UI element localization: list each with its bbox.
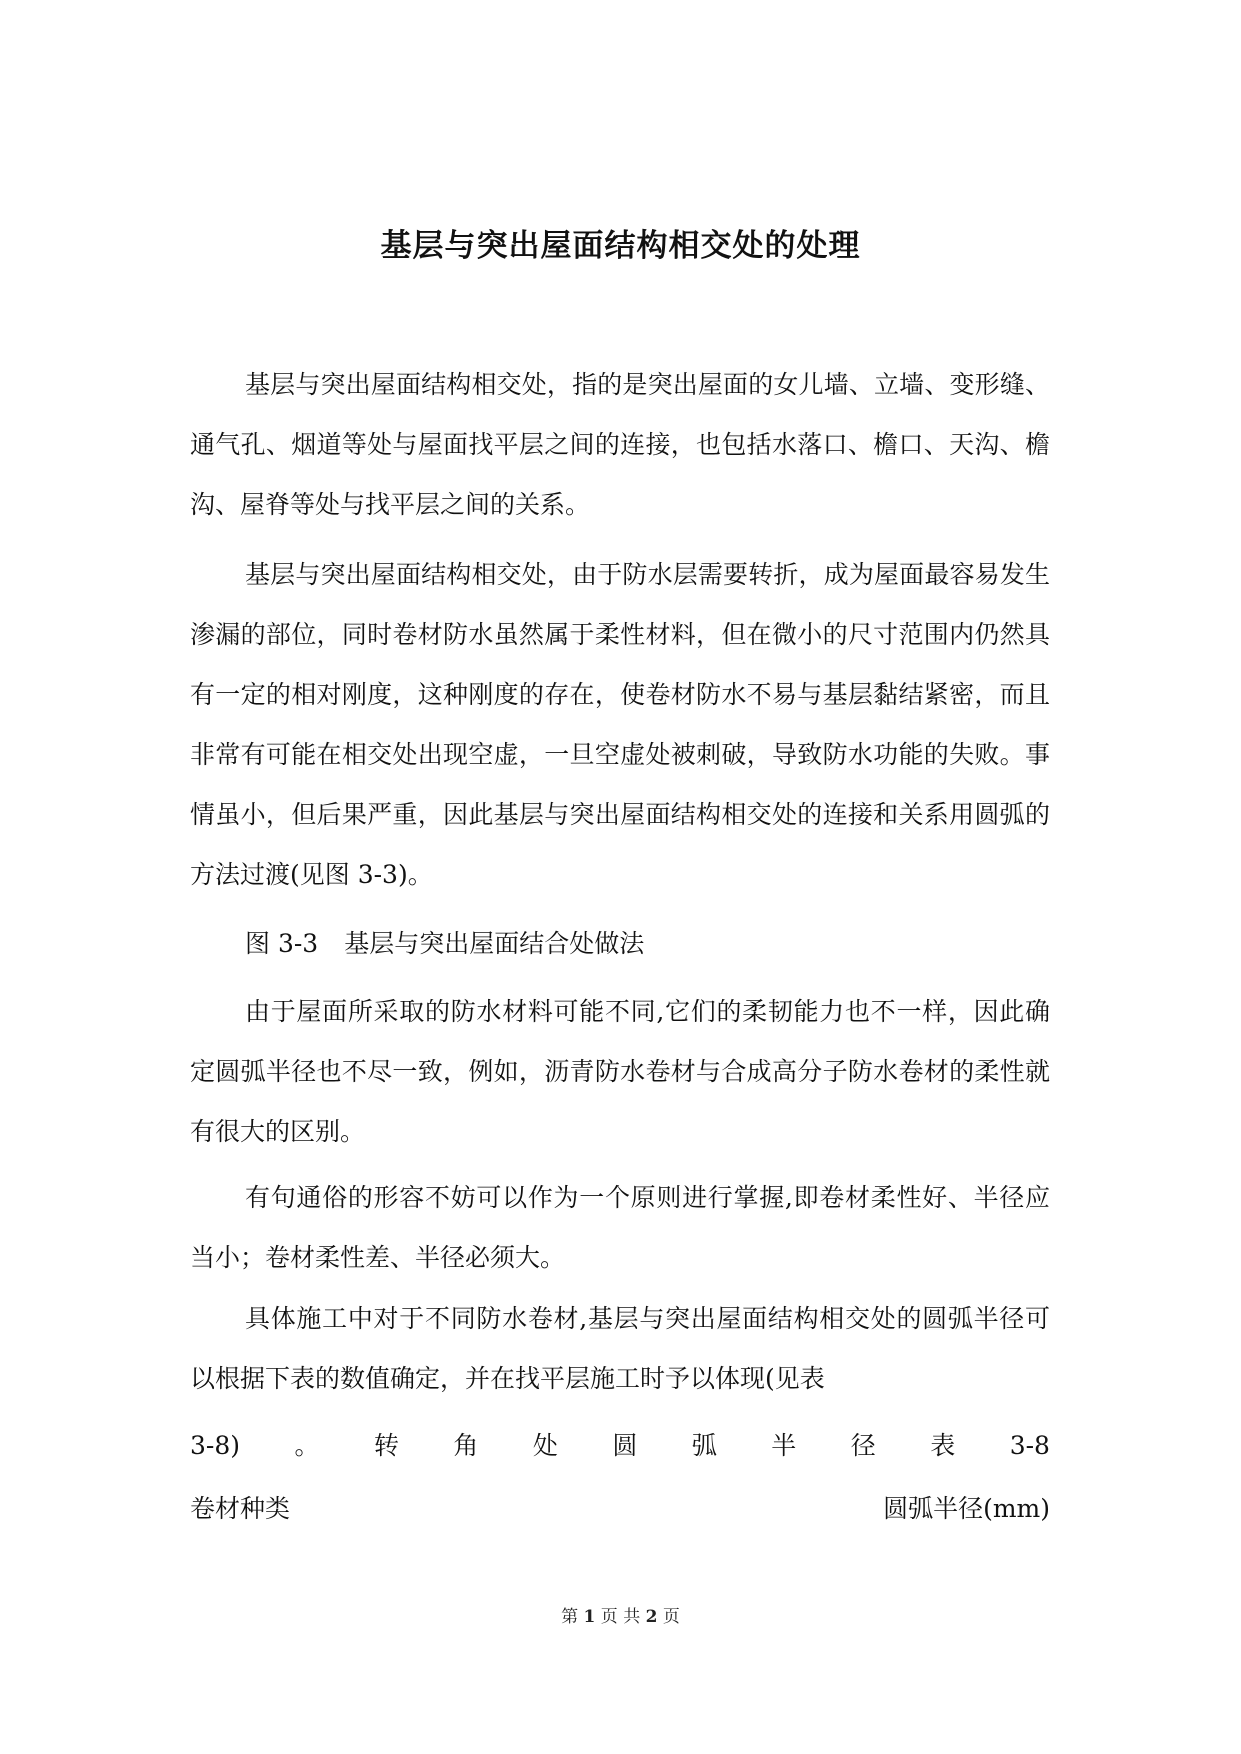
footer-suffix: 页 xyxy=(662,1607,680,1627)
figure-title: 基层与突出屋面结合处做法 xyxy=(344,929,645,958)
spread-token: 半 xyxy=(771,1431,797,1460)
footer-total-pages: 2 xyxy=(645,1607,658,1627)
page-footer xyxy=(0,1605,1241,1629)
spread-token: 处 xyxy=(532,1431,558,1460)
footer-page-number: 1 xyxy=(583,1607,596,1627)
figure-caption xyxy=(245,914,644,974)
spread-token: 3-8 xyxy=(1009,1431,1050,1460)
figure-number: 图 3-3 xyxy=(245,929,319,958)
spread-token: 圆 xyxy=(612,1431,638,1460)
table-header-radius: 圆弧半径(mm) xyxy=(883,1494,1050,1523)
spread-token: 弧 xyxy=(691,1431,717,1460)
paragraph-5: 具体施工中对于不同防水卷材,基层与突出屋面结构相交处的圆弧半径可以根据下表的数值确定，并在找平层施工时予以体现(见表 xyxy=(190,1304,1050,1393)
footer-prefix: 第 xyxy=(561,1607,579,1627)
table-caption-line xyxy=(190,1416,1050,1476)
footer-middle: 页 共 xyxy=(600,1607,641,1627)
table-header-material: 卷材种类 xyxy=(190,1494,291,1523)
paragraph-1: 基层与突出屋面结构相交处，指的是突出屋面的女儿墙、立墙、变形缝、通气孔、烟道等处与屋面找平层之间的连接，也包括水落口、檐口、天沟、檐沟、屋脊等处与找平层之间的关系。 xyxy=(190,370,1050,519)
spread-token: 。 xyxy=(294,1431,320,1460)
document-title: 基层与突出屋面结构相交处的处理 xyxy=(380,228,861,264)
spread-token: 3-8) xyxy=(190,1431,241,1460)
spread-token: 表 xyxy=(930,1431,956,1460)
paragraph-4: 有句通俗的形容不妨可以作为一个原则进行掌握,即卷材柔性好、半径应当小；卷材柔性差、半径必须大。 xyxy=(190,1183,1050,1272)
paragraph-3: 由于屋面所采取的防水材料可能不同,它们的柔韧能力也不一样，因此确定圆弧半径也不尽一致，例如，沥青防水卷材与合成高分子防水卷材的柔性就有很大的区别。 xyxy=(190,997,1050,1146)
paragraph-2: 基层与突出屋面结构相交处，由于防水层需要转折，成为屋面最容易发生渗漏的部位，同时卷材防水虽然属于柔性材料，但在微小的尺寸范围内仍然具有一定的相对刚度，这种刚度的存在，使卷材防水不易与基层黏结紧密，而且非常有可能在相交处出现空虚，一旦空虚处被刺破，导致防水功能的失败。事情虽小，但后果严重，因此基层与突出屋面结构相交处的连接和关系用圆弧的方法过渡(见图 3-3)。 xyxy=(190,560,1050,889)
spread-token: 转 xyxy=(373,1431,399,1460)
spread-token: 径 xyxy=(850,1431,876,1460)
spread-token: 角 xyxy=(453,1431,479,1460)
table-header-row xyxy=(190,1479,1050,1539)
